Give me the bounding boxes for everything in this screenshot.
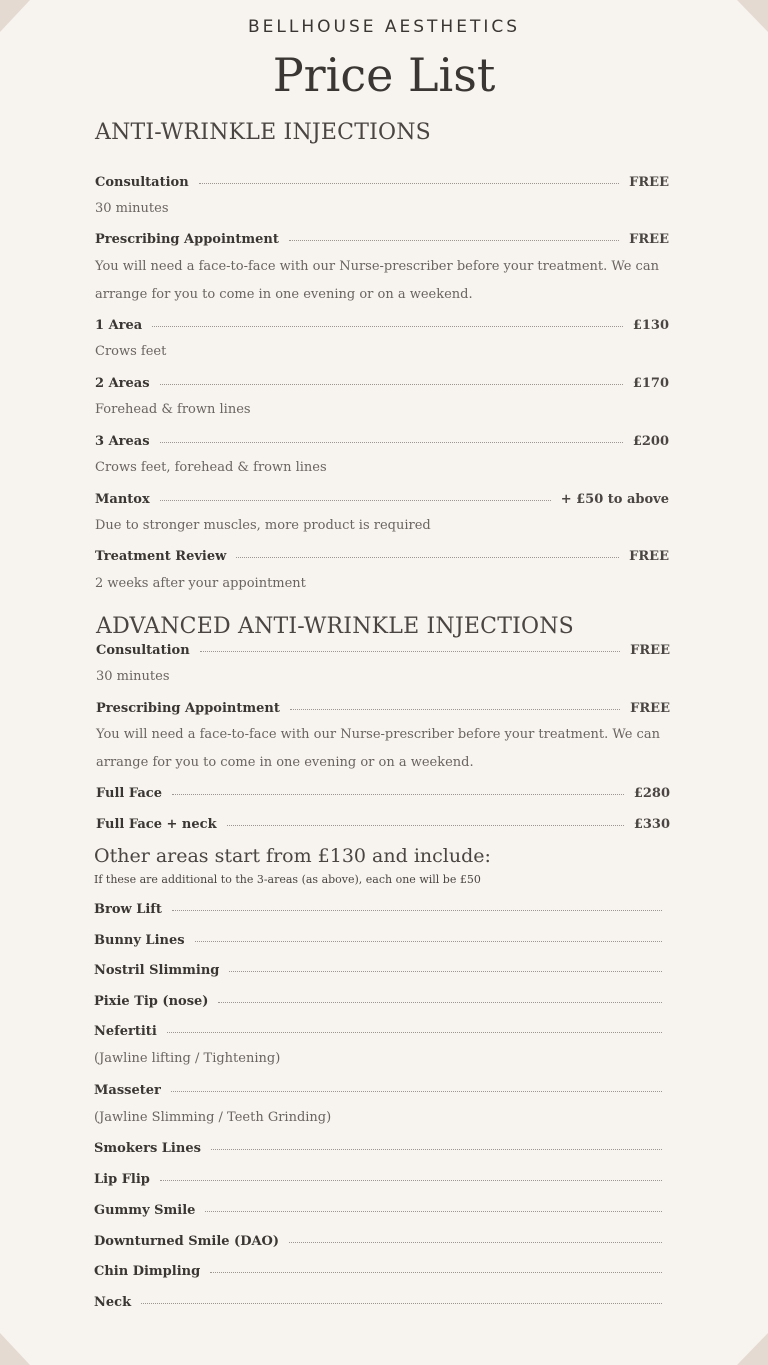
item-name: Nefertiti	[94, 1023, 157, 1039]
dotted-leader	[229, 971, 662, 972]
dotted-leader	[167, 1032, 662, 1033]
list-item	[95, 546, 669, 566]
list-item	[95, 373, 669, 393]
item-price: + £50 to above	[560, 491, 669, 507]
dotted-leader	[152, 326, 623, 327]
list-item	[95, 431, 669, 451]
dotted-leader	[290, 709, 620, 710]
item-name: Downturned Smile (DAO)	[94, 1233, 280, 1249]
item-name: Chin Dimpling	[94, 1263, 201, 1279]
item-name: Full Face	[96, 785, 162, 801]
item-name: Masseter	[94, 1082, 161, 1098]
list-item	[96, 698, 670, 718]
list-item	[96, 640, 670, 660]
dotted-leader	[160, 442, 623, 443]
dotted-leader	[211, 1149, 662, 1150]
list-item	[94, 1169, 662, 1189]
item-price: FREE	[629, 174, 669, 190]
item-name: 2 Areas	[95, 375, 150, 391]
item-name: Prescribing Appointment	[96, 700, 280, 716]
list-item	[94, 1021, 662, 1041]
item-price: FREE	[629, 231, 669, 247]
item-name: Bunny Lines	[94, 932, 185, 948]
page-title: Price List	[272, 48, 496, 102]
dotted-leader	[289, 1242, 662, 1243]
item-name: Consultation	[96, 642, 190, 658]
dotted-leader	[172, 794, 624, 795]
item-name: Mantox	[95, 491, 150, 507]
item-description: You will need a face-to-face with our Nurse-prescriber before your treatment. We can arrange for you to come in one evening or on a weekend.	[96, 727, 660, 770]
item-name: 1 Area	[95, 317, 143, 333]
item-description: Crows feet	[95, 344, 167, 359]
other-areas-heading: Other areas start from £130 and include:	[94, 845, 491, 867]
item-price: FREE	[630, 700, 670, 716]
list-item	[94, 930, 662, 950]
dotted-leader	[195, 941, 662, 942]
item-price: FREE	[630, 642, 670, 658]
list-item	[94, 1292, 662, 1312]
item-description: 30 minutes	[96, 669, 170, 684]
dotted-leader	[171, 1091, 662, 1092]
section-heading-anti-wrinkle: ANTI-WRINKLE INJECTIONS	[95, 120, 431, 145]
dotted-leader	[172, 910, 662, 911]
item-name: Neck	[94, 1294, 132, 1310]
item-description: Crows feet, forehead & frown lines	[95, 460, 327, 475]
dotted-leader	[227, 825, 624, 826]
item-name: Brow Lift	[94, 901, 162, 917]
item-name: Lip Flip	[94, 1171, 150, 1187]
dotted-leader	[210, 1272, 662, 1273]
item-price: £130	[632, 317, 669, 333]
list-item	[94, 899, 662, 919]
item-description: Due to stronger muscles, more product is required	[95, 518, 431, 533]
list-item	[94, 1261, 662, 1281]
dotted-leader	[236, 557, 619, 558]
item-name: Nostril Slimming	[94, 962, 220, 978]
list-item	[94, 1231, 662, 1251]
dotted-leader	[160, 500, 551, 501]
item-name: Pixie Tip (nose)	[94, 993, 209, 1009]
item-name: Smokers Lines	[94, 1140, 201, 1156]
other-areas-note: If these are additional to the 3-areas (as above), each one will be £50	[94, 873, 481, 886]
dotted-leader	[205, 1211, 662, 1212]
item-description: (Jawline lifting / Tightening)	[94, 1051, 281, 1066]
item-price: £280	[633, 785, 670, 801]
list-item	[94, 960, 662, 980]
item-price: £330	[633, 816, 670, 832]
list-item	[96, 814, 670, 834]
item-price: FREE	[629, 548, 669, 564]
list-item	[94, 1200, 662, 1220]
list-item	[94, 991, 662, 1011]
item-name: Treatment Review	[95, 548, 227, 564]
dotted-leader	[218, 1002, 662, 1003]
dotted-leader	[289, 240, 619, 241]
dotted-leader	[200, 651, 620, 652]
dotted-leader	[141, 1303, 662, 1304]
list-item	[95, 229, 669, 249]
list-item	[95, 172, 669, 192]
item-description: 2 weeks after your appointment	[95, 576, 306, 591]
list-item	[96, 783, 670, 803]
brand-name: BELLHOUSE AESTHETICS	[247, 17, 521, 37]
item-name: Prescribing Appointment	[95, 231, 279, 247]
dotted-leader	[199, 183, 619, 184]
item-name: Consultation	[95, 174, 189, 190]
list-item	[94, 1080, 662, 1100]
item-name: 3 Areas	[95, 433, 150, 449]
item-name: Gummy Smile	[94, 1202, 196, 1218]
item-description: (Jawline Slimming / Teeth Grinding)	[94, 1110, 332, 1125]
item-description: Forehead & frown lines	[95, 402, 251, 417]
dotted-leader	[160, 384, 623, 385]
list-item	[95, 315, 669, 335]
item-description: You will need a face-to-face with our Nurse-prescriber before your treatment. We can arrange for you to come in one evening or on a weekend.	[95, 259, 659, 302]
item-description: 30 minutes	[95, 201, 169, 216]
item-name: Full Face + neck	[96, 816, 217, 832]
dotted-leader	[160, 1180, 662, 1181]
list-item	[94, 1138, 662, 1158]
list-item	[95, 489, 669, 509]
section-heading-advanced-anti-wrinkle: ADVANCED ANTI-WRINKLE INJECTIONS	[96, 614, 574, 639]
item-price: £170	[632, 375, 669, 391]
item-price: £200	[632, 433, 669, 449]
